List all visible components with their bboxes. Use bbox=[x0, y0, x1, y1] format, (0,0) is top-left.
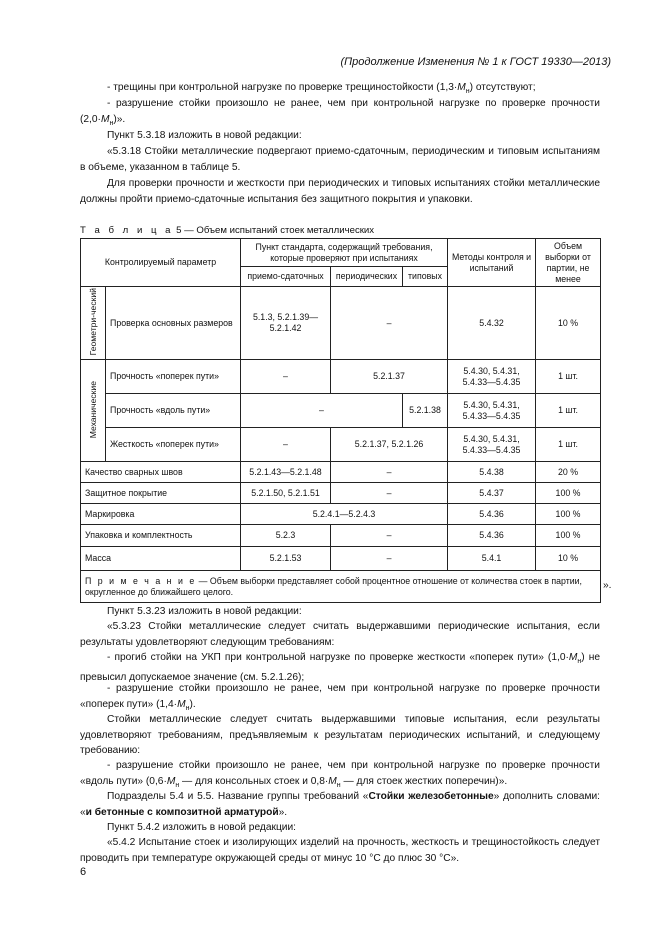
row-acceptance-periodic: – bbox=[241, 394, 403, 428]
header-sample: Объем выборки от партии, не менее bbox=[536, 239, 601, 287]
paragraph-deflection: - прогиб стойки на УКП при контрольной нагрузке по проверке жесткости «поперек пути» $(1,0\cdot M_н)$ не превысил допускаемое значение (см. 5.2.1.26); bbox=[80, 652, 601, 683]
row-name: Проверка основных размеров bbox=[106, 287, 241, 360]
row-name: Маркировка bbox=[81, 504, 241, 525]
paragraph-clause-5318: «5.3.18 Стойки металлические подвергают приемо-сдаточным, периодическим и типовым испытаниям в объеме, указанном в таблице 5. bbox=[80, 146, 600, 173]
paragraph-type-tests: Стойки металлические следует считать выдержавшими типовые испытания, если результаты удовлетворяют требованиям, предъявляемым к результатам периодических испытаний, и следующему требованию: bbox=[80, 714, 600, 756]
table-row bbox=[81, 394, 601, 428]
table-row bbox=[81, 287, 601, 360]
row-method: 5.4.36 bbox=[448, 504, 536, 525]
header-methods: Методы контроля и испытаний bbox=[448, 239, 536, 287]
test-scope-table bbox=[80, 238, 601, 603]
page-number: 6 bbox=[80, 866, 87, 878]
header-type: типовых bbox=[403, 267, 448, 287]
row-method: 5.4.38 bbox=[448, 462, 536, 483]
row-sample: 1 шт. bbox=[536, 428, 601, 462]
table-row bbox=[81, 547, 601, 571]
table-row bbox=[81, 462, 601, 483]
row-name: Масса bbox=[81, 547, 241, 571]
row-other: 5.2.1.37, 5.2.1.26 bbox=[331, 428, 448, 462]
header-clause: Пункт стандарта, содержащий требования, которые проверяют при испытаниях bbox=[241, 239, 448, 267]
row-acceptance: – bbox=[241, 428, 331, 462]
paragraph-clause-5318-intro: Пункт 5.3.18 изложить в новой редакции: bbox=[107, 130, 302, 141]
row-name: Прочность «вдоль пути» bbox=[106, 394, 241, 428]
row-sample: 10 % bbox=[536, 547, 601, 571]
row-acceptance: 5.2.1.43—5.2.1.48 bbox=[241, 462, 331, 483]
row-method: 5.4.30, 5.4.31, 5.4.33—5.4.35 bbox=[448, 394, 536, 428]
paragraph-failure-across: - разрушение стойки произошло не ранее, чем при контрольной нагрузке по проверке прочности «поперек пути» $(1,4\cdot M_н)$. bbox=[80, 683, 600, 712]
paragraph-failure-along: - разрушение стойки произошло не ранее, чем при контрольной нагрузке по проверке прочности «вдоль пути» ($0,6\cdot M_н$ — для консольных стоек и $0,8\cdot M_н$ — для стоек жестких поперечин)». bbox=[80, 760, 600, 789]
table-note-row bbox=[81, 571, 601, 603]
row-acceptance: 5.2.3 bbox=[241, 525, 331, 547]
table-note: П р и м е ч а н и е — Объем выборки представляет собой процентное отношение от количества стоек в партии, округленное до ближайшего целого. bbox=[81, 571, 601, 603]
row-method: 5.4.1 bbox=[448, 547, 536, 571]
header-acceptance: приемо-сдаточных bbox=[241, 267, 331, 287]
row-acceptance: 5.2.1.53 bbox=[241, 547, 331, 571]
header-param: Контролируемый параметр bbox=[81, 239, 241, 287]
row-method: 5.4.30, 5.4.31, 5.4.33—5.4.35 bbox=[448, 428, 536, 462]
paragraph-failure: - разрушение стойки произошло не ранее, чем при контрольной нагрузке по проверке прочности $(2,0\cdot M_н)$». bbox=[80, 98, 600, 127]
row-name: Упаковка и комплектность bbox=[81, 525, 241, 547]
row-method: 5.4.37 bbox=[448, 483, 536, 504]
row-sample: 1 шт. bbox=[536, 394, 601, 428]
document-header: (Продолжение Изменения № 1 к ГОСТ 19330—2013) bbox=[340, 56, 611, 68]
row-method: 5.4.36 bbox=[448, 525, 536, 547]
table-row bbox=[81, 483, 601, 504]
row-other: – bbox=[331, 483, 448, 504]
row-all: 5.2.4.1—5.2.4.3 bbox=[241, 504, 448, 525]
table-row bbox=[81, 360, 601, 394]
table-row bbox=[81, 525, 601, 547]
row-acceptance: – bbox=[241, 360, 331, 394]
row-other: 5.2.1.37 bbox=[331, 360, 448, 394]
row-acceptance: 5.2.1.50, 5.2.1.51 bbox=[241, 483, 331, 504]
table-header-row bbox=[81, 239, 601, 267]
row-method: 5.4.30, 5.4.31, 5.4.33—5.4.35 bbox=[448, 360, 536, 394]
row-sample: 20 % bbox=[536, 462, 601, 483]
row-method: 5.4.32 bbox=[448, 287, 536, 360]
paragraph-cracks: - трещины при контрольной нагрузке по проверке трещиностойкости $(1,3\cdot M_н)$ отсутствуют; bbox=[107, 82, 536, 96]
group-mechanical: Механические bbox=[81, 360, 106, 462]
row-name: Прочность «поперек пути» bbox=[106, 360, 241, 394]
row-name: Качество сварных швов bbox=[81, 462, 241, 483]
row-other: – bbox=[331, 547, 448, 571]
row-type: 5.2.1.38 bbox=[403, 394, 448, 428]
row-sample: 100 % bbox=[536, 504, 601, 525]
table-row bbox=[81, 504, 601, 525]
paragraph-clause-5323-intro: Пункт 5.3.23 изложить в новой редакции: bbox=[107, 606, 302, 617]
table-close-quote: ». bbox=[603, 580, 612, 591]
row-other: – bbox=[331, 462, 448, 483]
paragraph-clause-542: «5.4.2 Испытание стоек и изолирующих изделий на прочность, жесткость и трещиностойкость следует проводить при температуре окружающей среды от минус 10 °С до плюс 30 °С». bbox=[80, 837, 600, 864]
paragraph-subsections: Подразделы 5.4 и 5.5. Название группы требований «Стойки железобетонные» дополнить словами: «и бетонные с композитной арматурой». bbox=[80, 791, 600, 818]
row-sample: 100 % bbox=[536, 483, 601, 504]
table-row bbox=[81, 428, 601, 462]
row-sample: 10 % bbox=[536, 287, 601, 360]
paragraph-clause-5323: «5.3.23 Стойки металлические следует считать выдержавшими периодические испытания, если результаты удовлетворяют следующим требованиям: bbox=[80, 621, 600, 648]
row-name: Жесткость «поперек пути» bbox=[106, 428, 241, 462]
row-acceptance: 5.1.3, 5.2.1.39—5.2.1.42 bbox=[241, 287, 331, 360]
row-other: – bbox=[331, 287, 448, 360]
paragraph-clause-542-intro: Пункт 5.4.2 изложить в новой редакции: bbox=[107, 822, 297, 833]
group-geometric: Геометри-ческий bbox=[81, 287, 106, 360]
table-caption: Т а б л и ц а 5 — Объем испытаний стоек металлических bbox=[80, 225, 375, 236]
row-other: – bbox=[331, 525, 448, 547]
row-name: Защитное покрытие bbox=[81, 483, 241, 504]
header-periodic: периодических bbox=[331, 267, 403, 287]
row-sample: 100 % bbox=[536, 525, 601, 547]
row-sample: 1 шт. bbox=[536, 360, 601, 394]
paragraph-strength-check: Для проверки прочности и жесткости при периодических и типовых испытаниях стойки металлические должны пройти приемо-сдаточные испытания без защитного покрытия и упаковки. bbox=[80, 178, 600, 205]
